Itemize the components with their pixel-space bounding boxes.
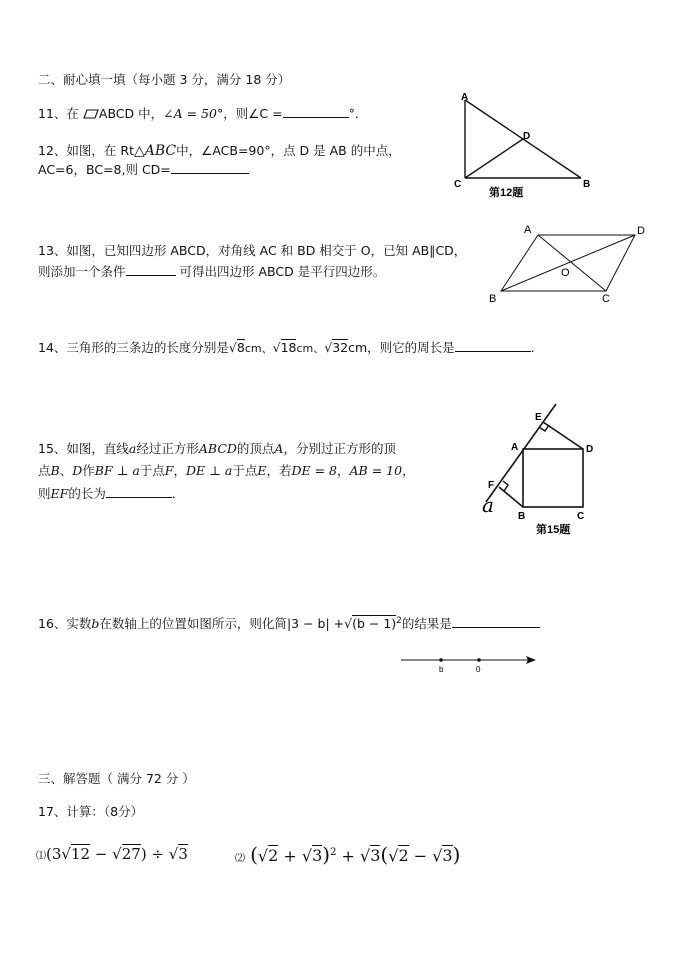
sqrt-3: √3 [168, 845, 188, 863]
sqrt-27: √27 [112, 845, 141, 863]
q15-figure [478, 400, 618, 540]
q15-text: 的长为 [68, 486, 106, 501]
q12-given: AC=6，BC=8,则 CD= [38, 162, 171, 177]
q15-segment-ef: EF [50, 486, 69, 501]
q11-figure-name: ABCD 中， [98, 106, 164, 121]
sqrt-32: √32 [324, 340, 349, 355]
q15-de-perp: DE ⊥ a [186, 463, 233, 478]
q16-text: 的结果是 [401, 616, 452, 632]
question-13-line-2 [38, 262, 385, 281]
q17-part-1 [36, 843, 188, 868]
q14-period: . [530, 340, 535, 355]
q12-label-a: A [461, 92, 469, 103]
question-15-line-1 [38, 440, 396, 458]
q11-prefix: 11、在 [38, 106, 79, 121]
q15-bf-perp: BF ⊥ a [94, 463, 140, 478]
q13-figure [485, 220, 653, 306]
q15-point-b: B [50, 463, 60, 478]
q15-label-e: E [535, 412, 542, 423]
q17-expr: (3 [46, 845, 62, 863]
q14-unit-2: cm、 [296, 342, 325, 355]
q12-label-c: C [454, 179, 462, 190]
q15-point-a: A [274, 441, 284, 456]
q16-text: 16、实数 [38, 616, 92, 632]
section-3-heading: 三、解答题（ 满分 72 分 ） [38, 771, 195, 786]
question-15-line-3 [38, 484, 184, 503]
q13-suffix: 可得出四边形 ABCD 是平行四边形。 [179, 264, 386, 279]
q11-given-angle: ∠A = 50° [163, 106, 224, 121]
number-line-label-0: 0 [476, 665, 481, 674]
q15-text: 作 [82, 463, 95, 478]
q12-figure [445, 88, 605, 200]
q15-label-a: A [511, 442, 519, 453]
parallelogram-icon [83, 109, 99, 119]
q15-text: ，分别过正方形的顶 [283, 441, 396, 456]
q14-prefix: 14、三角形的三条边的长度分别是 [38, 340, 229, 355]
section-2-heading: 二、耐心填一填（每小题 3 分，满分 18 分） [38, 72, 291, 87]
q12-label-b: B [583, 179, 591, 190]
q11-answer-blank[interactable] [283, 104, 349, 118]
question-12-line-2 [38, 160, 249, 179]
question-15-line-2 [38, 462, 415, 480]
sqrt-12: √12 [61, 845, 91, 863]
q15-text: ， [402, 463, 415, 478]
q15-square-name: ABCD [198, 441, 237, 456]
q13-label-d: D [637, 225, 645, 237]
q12-caption: 第12题 [489, 187, 524, 199]
q17-part-1-label: ⑴ [36, 851, 46, 862]
question-11 [38, 104, 367, 123]
q16-text: 在数轴上的位置如图所示，则化简 [99, 616, 287, 632]
q15-point-e: E [257, 463, 267, 478]
q13-label-a: A [524, 224, 532, 236]
q13-label-o: O [561, 267, 570, 279]
q15-text: 点 [38, 463, 51, 478]
q15-answer-blank[interactable] [106, 484, 172, 498]
q15-de-value: DE = 8 [291, 463, 337, 478]
q13-label-c: C [602, 293, 610, 305]
question-16 [38, 612, 540, 633]
q11-ask: ，则∠C = [223, 106, 283, 121]
sqrt-2: √2 [388, 846, 409, 866]
point-b [439, 658, 443, 662]
q16-answer-blank[interactable] [452, 614, 540, 628]
q15-text: 15、如图，直线 [38, 441, 129, 456]
question-17-title: 17、计算：（8分） [38, 804, 144, 819]
q12-condition: 中，∠ACB=90°，点 D 是 AB 的中点， [176, 143, 401, 158]
question-14 [38, 338, 535, 358]
q15-period: ． [171, 486, 185, 501]
q13-answer-blank[interactable] [126, 262, 176, 276]
q15-point-f: F [164, 463, 174, 478]
sqrt-3: √3 [301, 846, 323, 866]
sqrt-3: √3 [360, 846, 381, 866]
q16-abs-term: |3 − b| + [286, 616, 345, 632]
q15-text: ， [337, 463, 350, 478]
q12-triangle: △ABC [133, 143, 177, 159]
q15-label-b: B [518, 511, 526, 522]
q15-text: 、 [59, 463, 73, 478]
q15-label-d: D [586, 444, 594, 455]
q14-answer-blank[interactable] [455, 338, 531, 352]
sqrt-2: √2 [257, 846, 279, 866]
point-origin [477, 658, 481, 662]
q15-text: 则 [38, 486, 51, 501]
question-13-line-1: 13、如图，已知四边形 ABCD，对角线 AC 和 BD 相交于 O，已知 AB∥CD， [38, 243, 467, 258]
q14-unit-3: cm，则它的周长是 [348, 340, 455, 355]
q12-prefix: 12、如图，在 Rt [38, 143, 134, 158]
q15-text: ， [173, 463, 186, 478]
q17-square: 2 [330, 847, 337, 858]
q12-label-d: D [523, 131, 531, 142]
question-12-line-1 [38, 142, 401, 160]
q14-unit-1: cm、 [244, 342, 273, 355]
sqrt-3: √3 [432, 846, 453, 866]
q15-point-d: D [72, 463, 83, 478]
q11-unit: °． [348, 106, 368, 121]
q13-prefix: 则添加一个条件 [38, 264, 126, 279]
sqrt-18: √18 [272, 340, 297, 355]
q15-text: 于点 [232, 463, 258, 478]
sqrt-8: √8 [228, 340, 245, 355]
q16-var-b: b [91, 616, 100, 632]
q15-text: 于点 [139, 463, 165, 478]
q13-label-b: B [489, 293, 497, 305]
q12-answer-blank[interactable] [171, 160, 249, 174]
q15-label-c: C [577, 511, 585, 522]
number-line-label-b: b [439, 665, 444, 674]
q15-ab-value: AB = 10 [349, 463, 403, 478]
q15-caption: 第15题 [536, 524, 571, 536]
number-line [398, 650, 543, 678]
q17-part-2: ⑵ $(√2 + √3)^2 + √3(√2 - √3)$ [235, 842, 461, 867]
q15-text: ，若 [266, 463, 292, 478]
q17-part-2-label: ⑵ [235, 853, 245, 865]
q17-expr: ) ÷ [140, 845, 169, 863]
q16-sqrt-term: $√(b - 1)^2$ [344, 616, 402, 632]
q17-expr: − [90, 845, 113, 863]
q15-text: 的顶点 [236, 441, 275, 456]
q15-line-a: a [128, 441, 137, 456]
q15-label-line-a: a [482, 493, 494, 517]
q15-text: 经过正方形 [136, 441, 199, 456]
q15-label-f: F [488, 480, 495, 491]
